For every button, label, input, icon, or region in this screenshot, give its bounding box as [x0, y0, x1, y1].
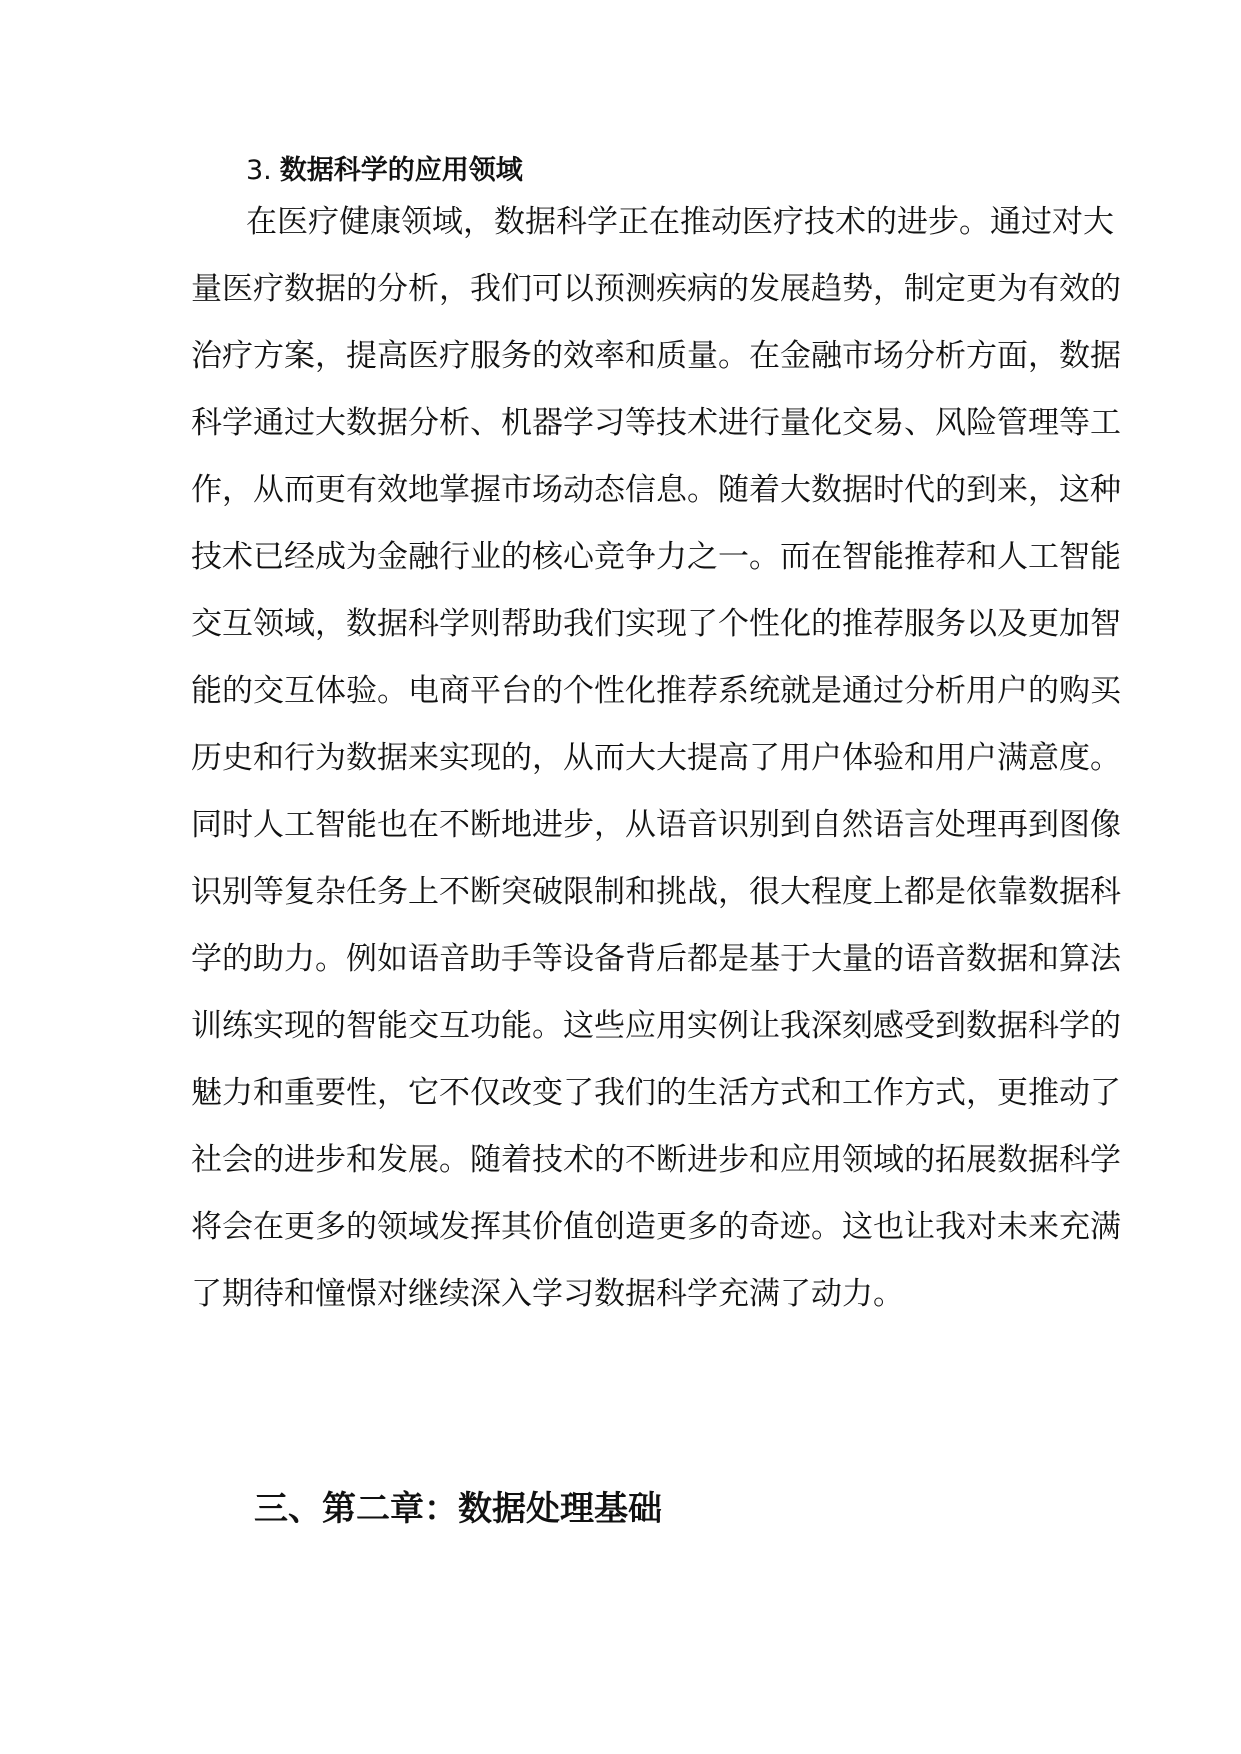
paragraph-line: 科学通过大数据分析、机器学习等技术进行量化交易、风险管理等工: [191, 405, 1121, 441]
paragraph-line: 训练实现的智能交互功能。这些应用实例让我深刻感受到数据科学的: [191, 1008, 1121, 1044]
paragraph-line: 将会在更多的领域发挥其价值创造更多的奇迹。这也让我对未来充满: [191, 1209, 1121, 1245]
paragraph-line: 魅力和重要性，它不仅改变了我们的生活方式和工作方式，更推动了: [191, 1075, 1121, 1111]
paragraph-line: 了期待和憧憬对继续深入学习数据科学充满了动力。: [191, 1276, 904, 1312]
paragraph-line: 能的交互体验。电商平台的个性化推荐系统就是通过分析用户的购买: [191, 673, 1121, 709]
paragraph-line: 识别等复杂任务上不断突破限制和挑战，很大程度上都是依靠数据科: [191, 874, 1121, 910]
paragraph-line: 在医疗健康领域，数据科学正在推动医疗技术的进步。通过对大: [246, 204, 1114, 240]
paragraph-line: 历史和行为数据来实现的，从而大大提高了用户体验和用户满意度。: [191, 740, 1121, 776]
paragraph-line: 治疗方案，提高医疗服务的效率和质量。在金融市场分析方面，数据: [191, 338, 1121, 374]
section-heading: [246, 151, 523, 191]
paragraph-line: 学的助力。例如语音助手等设备背后都是基于大量的语音数据和算法: [191, 941, 1121, 977]
paragraph-line: 作，从而更有效地掌握市场动态信息。随着大数据时代的到来，这种: [191, 472, 1121, 508]
paragraph-line: 社会的进步和发展。随着技术的不断进步和应用领域的拓展数据科学: [191, 1142, 1121, 1178]
chapter-heading: 三、第二章：数据处理基础: [254, 1489, 662, 1529]
section-title: 数据科学的应用领域: [279, 155, 523, 186]
section-number: 3.: [246, 155, 272, 186]
paragraph-line: 同时人工智能也在不断地进步，从语音识别到自然语言处理再到图像: [191, 807, 1121, 843]
paragraph-line: 技术已经成为金融行业的核心竞争力之一。而在智能推荐和人工智能: [191, 539, 1121, 575]
paragraph-line: 交互领域，数据科学则帮助我们实现了个性化的推荐服务以及更加智: [191, 606, 1121, 642]
paragraph-line: 量医疗数据的分析，我们可以预测疾病的发展趋势，制定更为有效的: [191, 271, 1121, 307]
